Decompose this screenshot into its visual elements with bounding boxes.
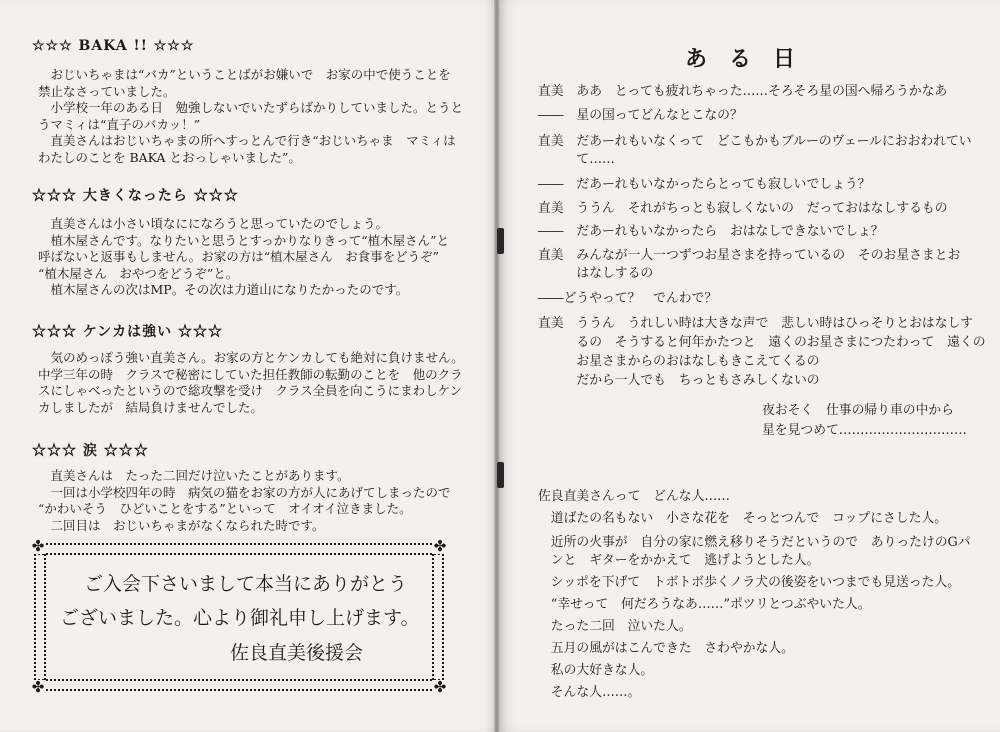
section-body-tears xyxy=(38,468,468,534)
section-heading-fighting: ☆☆☆ ケンカは強い ☆☆☆ xyxy=(32,324,224,340)
text-line: 呼ばないと返事もしません。お家の方は“植木屋さん お食事をどうぞ” xyxy=(38,249,440,264)
dialogue-line: だから一人でも ちっともさみしくないの xyxy=(538,373,820,388)
profile-line: そんな人……。 xyxy=(538,685,641,700)
book-gutter xyxy=(494,0,500,732)
dialogue-line: 直美 ううん うれしい時は大きな声で 悲しい時はひっそりとおはなしす xyxy=(538,316,974,331)
text-line: スにしゃべったというので総攻撃を受け クラス全員を向こうにまわしケン xyxy=(38,383,463,398)
profile-line: 私の大好きな人。 xyxy=(538,663,654,678)
dialogue-line: 直美 みんなが一人一つずつお星さまを持っているの そのお星さまとお xyxy=(538,248,961,263)
signature-line-2: 星を見つめて………………………… xyxy=(762,423,967,438)
text-line: おじいちゃまは“バカ”ということばがお嫌いで お家の中で使うことを xyxy=(38,67,451,82)
notice-border-right xyxy=(432,543,444,691)
dialogue-line: ―― だあーれもいなかったら おはなしできないでしょ？ xyxy=(538,224,884,239)
text-line: “植木屋さん おやつをどうぞ”と。 xyxy=(38,265,239,281)
dialogue-line: お星さまからのおはなしもきこえてくるの xyxy=(538,354,820,369)
profile-line: “幸せって 何だろうなあ……”ポツリとつぶやいた人。 xyxy=(538,597,871,612)
text-line: わたしのことを BAKA とおっしゃいました”。 xyxy=(38,149,301,165)
dialogue-line: はなしするの xyxy=(538,266,654,281)
profile-line: シッポを下げて トボトボ歩くノラ犬の後姿をいつまでも見送った人。 xyxy=(538,575,961,590)
signature-line-1: 夜おそく 仕事の帰り車の中から xyxy=(762,403,954,418)
text-line: 直美さんは たった二回だけ泣いたことがあります。 xyxy=(38,468,350,483)
section-body-baka xyxy=(38,67,468,166)
ornament-icon: ✤ xyxy=(31,537,45,555)
text-line: 一回は小学校四年の時 病気の猫をお家の方が人にあげてしまったので xyxy=(38,484,451,500)
dialogue-line: ――どうやって？ でんわで？ xyxy=(538,291,718,306)
dialogue-line: ―― だあーれもいなかったらとっても寂しいでしょう？ xyxy=(538,177,871,192)
dialogue-line: て…… xyxy=(538,152,615,167)
text-line: 直美さんはおじいちゃまの所へすっとんで行き“おじいちゃま マミィは xyxy=(38,133,456,148)
notice-border-bottom xyxy=(34,679,444,691)
text-line: 直美さんは小さい頃なにになろうと思っていたのでしょう。 xyxy=(38,216,389,231)
section-heading-baka: ☆☆☆ BAKA !! ☆☆☆ xyxy=(32,38,195,54)
dialogue-line: 直美 ああ とっても疲れちゃった……そろそろ星の国へ帰ろうかなあ xyxy=(538,84,948,99)
profile-line: 近所の火事が 自分の家に燃え移りそうだというので ありったけのGパ xyxy=(538,535,971,550)
notice-line-1: ご入会下さいまして本当にありがとう xyxy=(84,573,408,595)
text-line: うマミィは“直子のバカッ！” xyxy=(38,116,201,132)
section-heading-growing-up: ☆☆☆ 大きくなったら ☆☆☆ xyxy=(32,188,239,204)
staple-top xyxy=(497,228,504,254)
text-line: “かわいそう ひどいことをする”といって オイオイ泣きました。 xyxy=(38,501,412,516)
notice-border-left xyxy=(34,543,46,691)
text-line: 植木屋さんです。なりたいと思うとすっかりなりきって“植木屋さん”と xyxy=(38,232,450,248)
section-heading-tears: ☆☆☆ 涙 ☆☆☆ xyxy=(32,443,149,459)
profile-line: たった二回 泣いた人。 xyxy=(538,619,692,634)
dialogue-line: ―― 星の国ってどんなとこなの？ xyxy=(538,108,743,123)
notice-border-top xyxy=(34,543,444,555)
profile-line: ンと ギターをかかえて 逃げようとした人。 xyxy=(538,553,820,568)
thank-you-notice xyxy=(31,537,447,696)
profile-line: 五月の風がはこんできた さわやかな人。 xyxy=(538,641,794,656)
dialogue-line: 直美 ううん それがちっとも寂しくないの だっておはなしするもの xyxy=(538,201,948,216)
ornament-icon: ✤ xyxy=(31,678,45,696)
text-line: 気のめっぽう強い直美さん。お家の方とケンカしても絶対に負けません。 xyxy=(38,350,464,365)
ornament-icon: ✤ xyxy=(433,537,447,555)
section-body-fighting xyxy=(38,350,468,416)
text-line: 二回目は おじいちゃまがなくなられた時です。 xyxy=(38,517,325,533)
text-line: カしましたが 結局負けませんでした。 xyxy=(38,399,264,415)
notice-signature: 佐良直美後援会 xyxy=(230,642,364,664)
dialogue-line: るの そうすると何年かたつと 遠くのお星さまにつたわって 遠くの xyxy=(538,335,986,350)
ornament-icon: ✤ xyxy=(433,678,447,696)
section-body-growing-up xyxy=(38,216,468,299)
profile-heading: 佐良直美さんって どんな人…… xyxy=(538,489,730,504)
dialogue-line: 直美 だあーれもいなくって どこもかもブルーのヴェールにおおわれてい xyxy=(538,134,972,149)
notice-line-2: ございました。心より御礼申し上げます。 xyxy=(60,607,420,629)
text-line: 中学三年の時 クラスで秘密にしていた担任教師の転勤のことを 他のクラ xyxy=(38,366,463,382)
staple-bottom xyxy=(497,462,504,488)
profile-line: 道ばたの名もない 小さな花を そっとつんで コップにさした人。 xyxy=(538,511,947,526)
text-line: 植木屋さんの次はMP。その次は力道山になりたかったのです。 xyxy=(38,282,409,297)
text-line: 小学校一年のある日 勉強しないでいたずらばかりしていました。とうと xyxy=(38,100,464,115)
text-line: 禁止なさっていました。 xyxy=(38,83,176,99)
page-title: ある日 xyxy=(685,46,818,72)
